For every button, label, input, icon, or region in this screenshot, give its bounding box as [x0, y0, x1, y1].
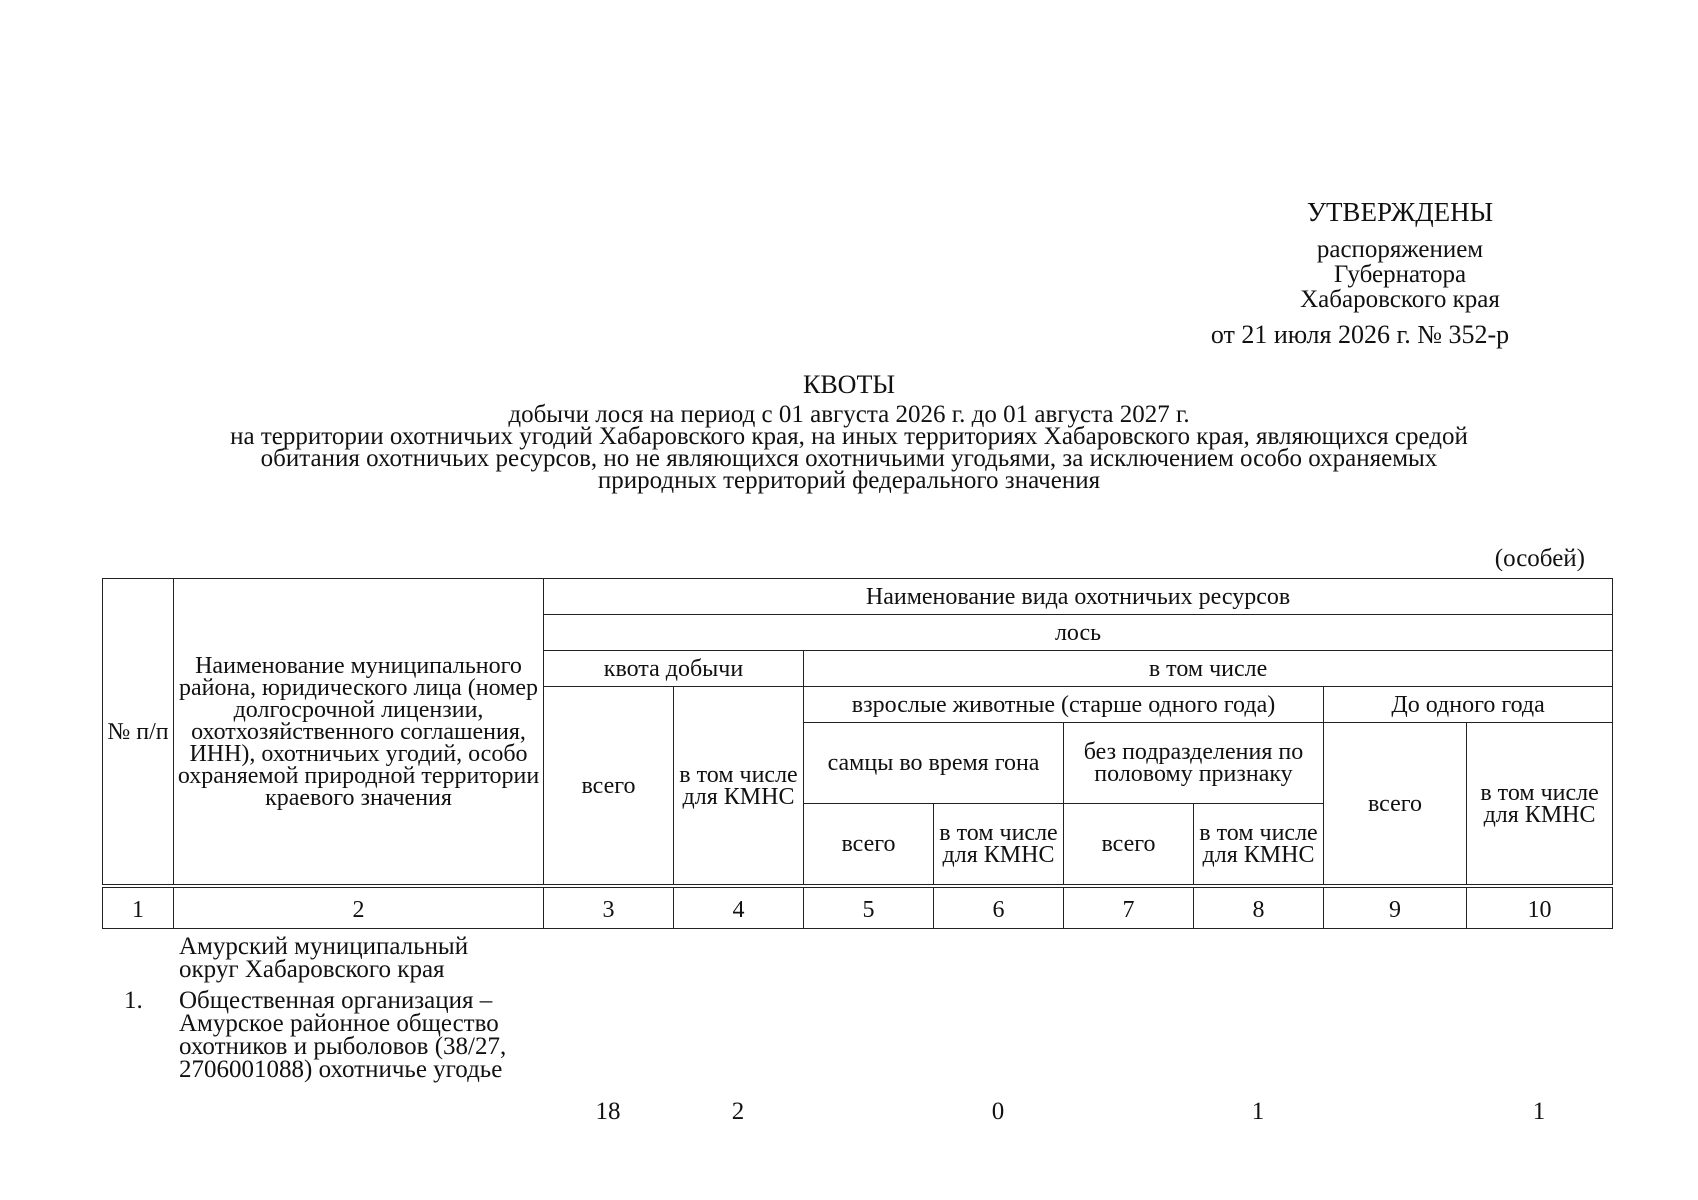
column-number: 7	[1064, 888, 1194, 929]
subtitle-line-2: на территории охотничьих угодий Хабаровского края, на иных территориях Хабаровского края, являющихся средой	[230, 423, 1468, 450]
header-no-sex: без подразделения по половому признаку	[1064, 723, 1324, 804]
header-quota: квота добычи	[544, 651, 804, 687]
subtitle-line-1: добычи лося на период с 01 августа 2026 г. до 01 августа 2027 г.	[508, 401, 1190, 428]
header-including: в том числе	[804, 651, 1613, 687]
header-under-one-total: всего	[1324, 723, 1467, 885]
header-males-total: всего	[804, 804, 934, 885]
header-resource-kind: Наименование вида охотничьих ресурсов	[544, 579, 1613, 615]
column-number: 8	[1194, 888, 1324, 929]
header-species: лось	[544, 615, 1613, 651]
column-number: 9	[1324, 888, 1467, 929]
value-quota-kmns: 2	[731, 1098, 745, 1125]
column-number: 2	[174, 888, 544, 929]
document-subtitle	[130, 401, 1568, 494]
header-quota-kmns: в том числе для КМНС	[674, 687, 804, 885]
subtitle-line-4: природных территорий федерального значения	[597, 467, 1101, 494]
header-nosex-kmns: в том числе для КМНС	[1194, 804, 1324, 885]
header-under-one: До одного года	[1324, 687, 1613, 723]
header-under-one-kmns: в том числе для КМНС	[1467, 723, 1613, 885]
column-number: 6	[934, 888, 1064, 929]
header-adults: взрослые животные (старше одного года)	[804, 687, 1324, 723]
entry-name: Общественная организация – Амурское районное общество охотников и рыболовов (38/27, 2706001088) охотничье угодье	[179, 987, 507, 1083]
approval-heading: УТВЕРЖДЕНЫ	[1306, 197, 1494, 227]
document-title: КВОТЫ	[802, 370, 895, 399]
approval-line-3: Хабаровского края	[1300, 286, 1500, 313]
approval-block	[1180, 237, 1620, 312]
approval-line-1: распоряжением	[1316, 236, 1484, 263]
value-quota-total: 18	[595, 1098, 621, 1125]
value-under-one-kmns: 1	[1532, 1098, 1546, 1125]
entry-number: 1.	[124, 987, 143, 1014]
header-num: № п/п	[103, 579, 174, 885]
value-males-kmns: 0	[991, 1098, 1005, 1125]
subtitle-line-3: обитания охотничьих ресурсов, но не являющихся охотничьими угодьями, за исключением особо охраняемых	[260, 445, 1438, 472]
value-nosex-kmns: 1	[1251, 1098, 1265, 1125]
approval-date: от 21 июля 2026 г. № 352-р	[1210, 320, 1510, 349]
approval-line-2: Губернатора	[1333, 261, 1467, 288]
quota-table	[102, 578, 1613, 929]
header-males-kmns: в том числе для КМНС	[934, 804, 1064, 885]
units-label: (особей)	[1494, 545, 1585, 572]
header-nosex-total: всего	[1064, 804, 1194, 885]
district-heading: Амурский муниципальный округ Хабаровского края	[179, 933, 469, 983]
column-number: 5	[804, 888, 934, 929]
column-number: 10	[1467, 888, 1613, 929]
column-number: 4	[674, 888, 804, 929]
header-males-rut: самцы во время гона	[804, 723, 1064, 804]
header-name: Наименование муниципального района, юридического лица (номер долгосрочной лицензии, охотхозяйственного соглашения, ИНН), охотничьих угодий, особо охраняемой природной территории краевого значения	[174, 579, 544, 885]
column-number: 3	[544, 888, 674, 929]
column-number: 1	[103, 888, 174, 929]
header-quota-total: всего	[544, 687, 674, 885]
